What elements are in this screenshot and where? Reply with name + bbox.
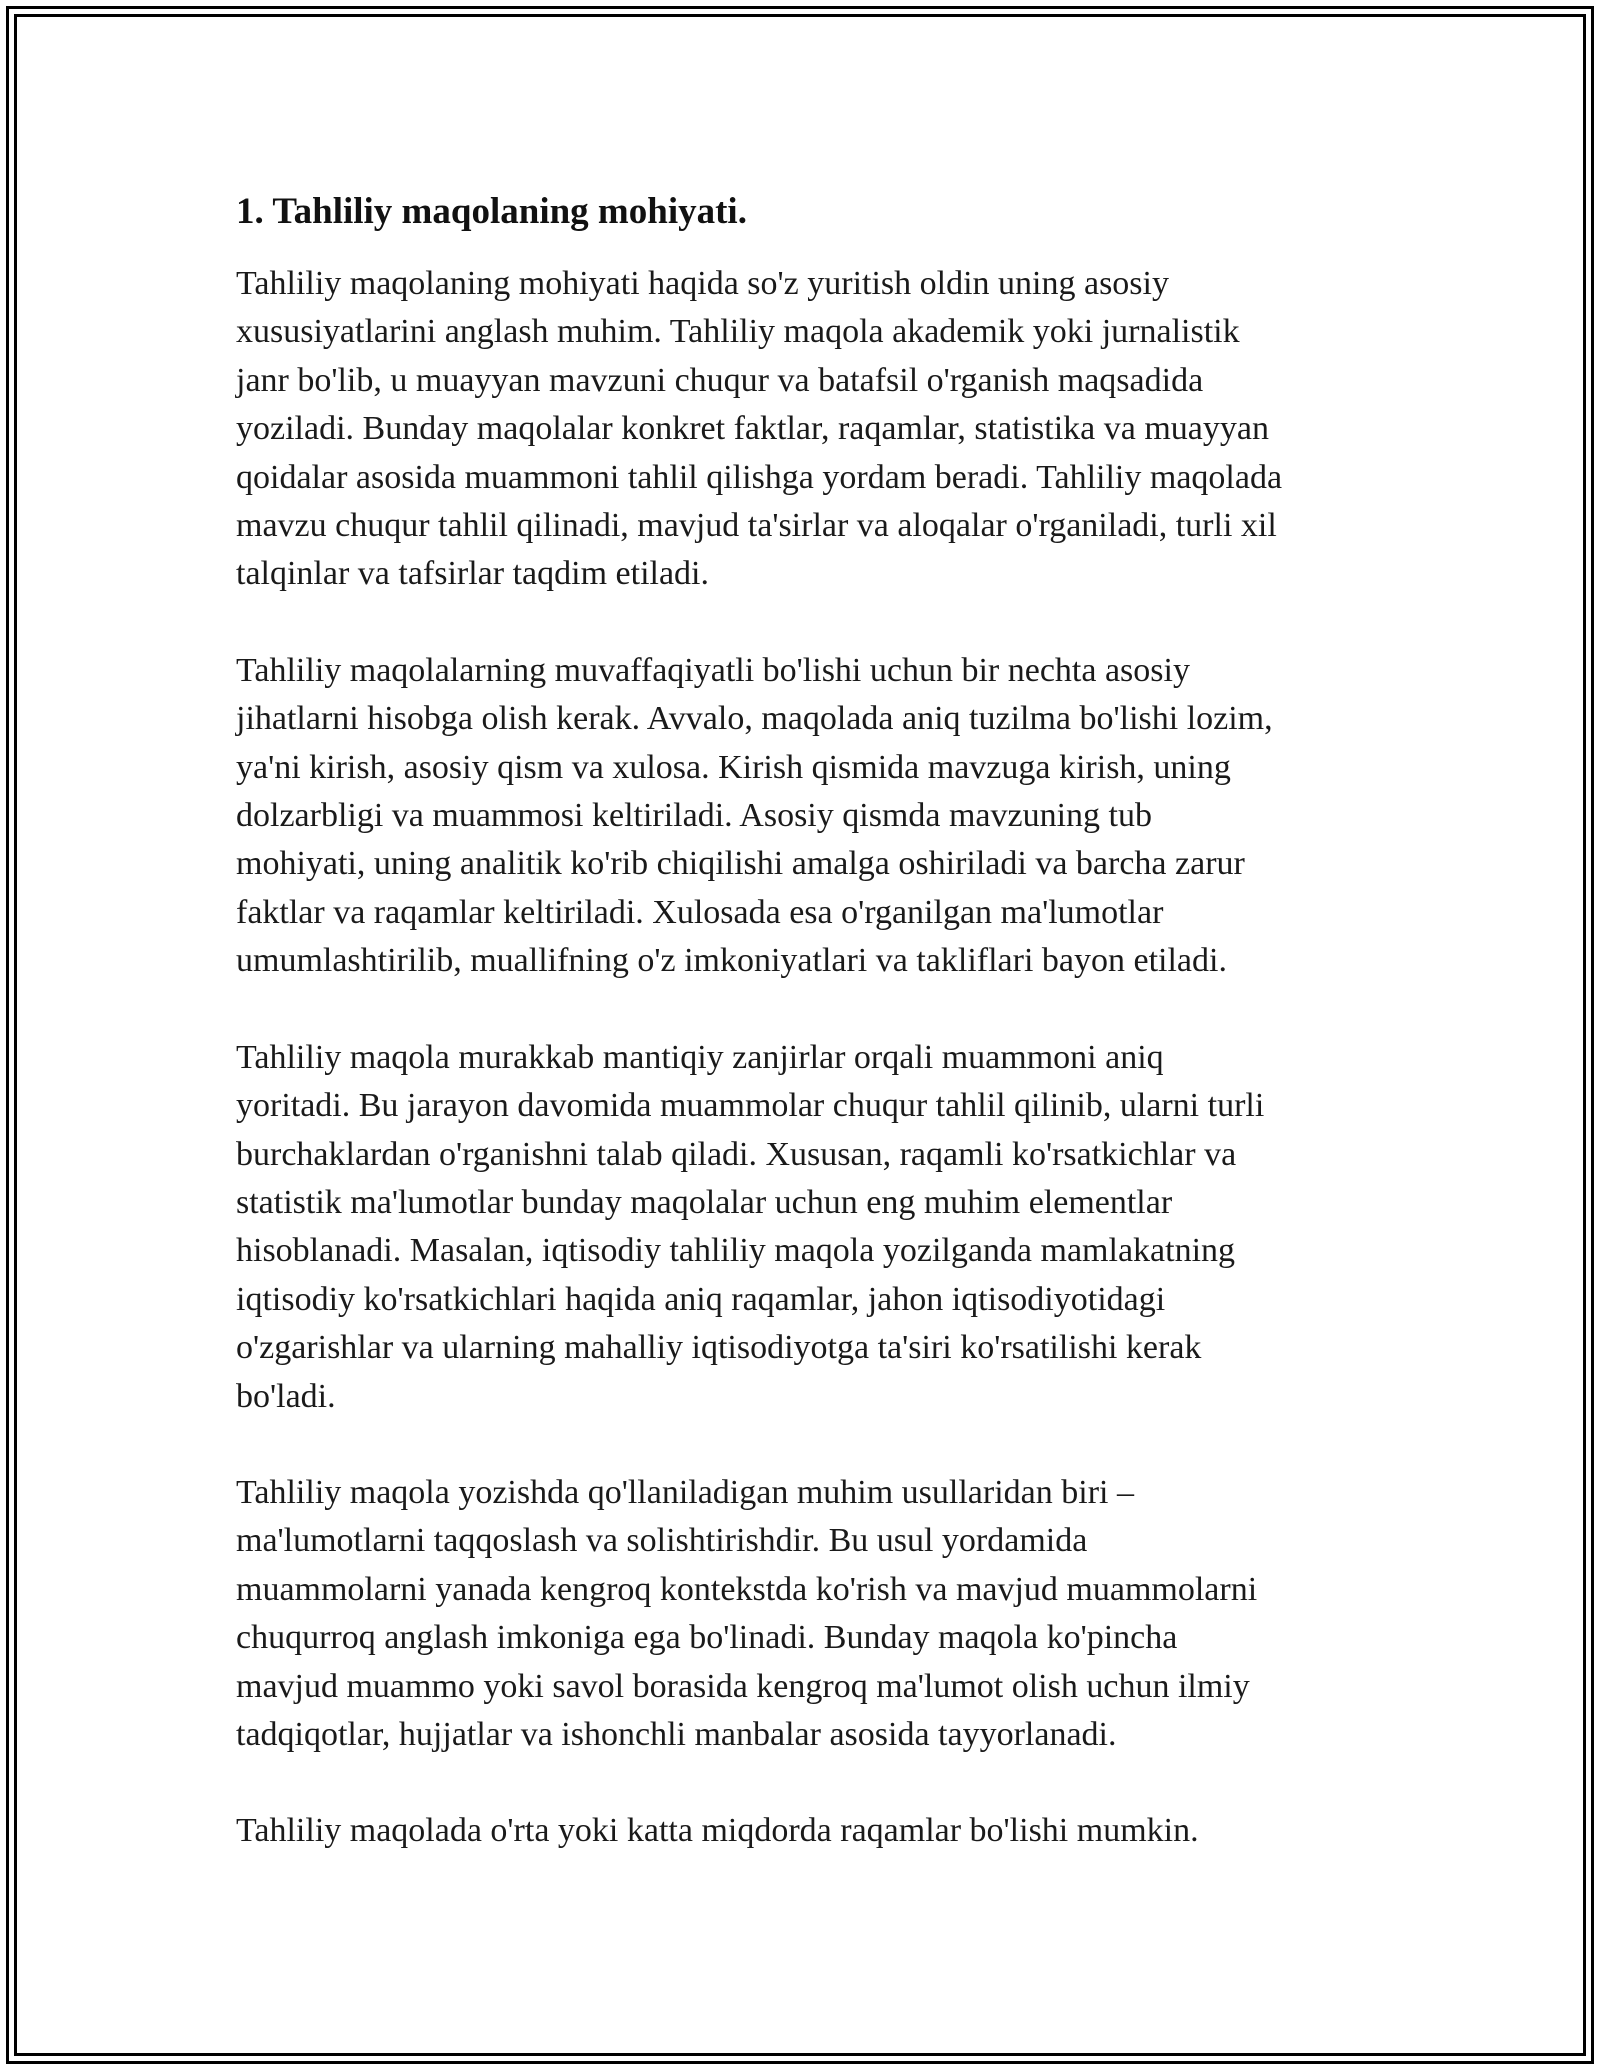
text-line: faktlar va raqamlar keltiriladi. Xulosada esa o'rganilgan ma'lumotlar: [236, 893, 1164, 931]
text-line: o'zgarishlar va ularning mahalliy iqtisodiyotga ta'siri ko'rsatilishi kerak: [236, 1329, 1202, 1367]
text-line: xususiyatlarini anglash muhim. Tahliliy maqola akademik yoki jurnalistik: [236, 313, 1240, 351]
text-line: mavzu chuqur tahlil qilinadi, mavjud ta'sirlar va aloqalar o'rganiladi, turli xil: [236, 507, 1277, 545]
text-line: chuqurroq anglash imkoniga ega bo'linadi. Bunday maqola ko'pincha: [236, 1619, 1178, 1657]
text-line: Tahliliy maqolada o'rta yoki katta miqdorda raqamlar bo'lishi mumkin.: [236, 1812, 1199, 1850]
text-line: mavjud muammo yoki savol borasida kengroq ma'lumot olish uchun ilmiy: [236, 1667, 1250, 1705]
text-line: dolzarbligi va muammosi keltiriladi. Asosiy qismda mavzuning tub: [236, 797, 1152, 835]
section-heading: 1. Tahliliy maqolaning mohiyati.: [236, 191, 747, 232]
text-line: burchaklardan o'rganishni talab qiladi. Xususan, raqamli ko'rsatkichlar va: [236, 1135, 1237, 1173]
text-line: Tahliliy maqola yozishda qo'llaniladigan muhim usullaridan biri –: [236, 1473, 1134, 1511]
text-line: Tahliliy maqolalarning muvaffaqiyatli bo'lishi uchun bir nechta asosiy: [236, 651, 1190, 689]
text-line: bo'ladi.: [236, 1377, 336, 1415]
paragraph-3: [236, 1034, 1386, 1421]
paragraph-1: [236, 260, 1386, 599]
text-line: yoziladi. Bunday maqolalar konkret faktlar, raqamlar, statistika va muayyan: [236, 410, 1269, 448]
text-line: talqinlar va tafsirlar taqdim etiladi.: [236, 555, 709, 593]
text-line: statistik ma'lumotlar bunday maqolalar uchun eng muhim elementlar: [236, 1183, 1173, 1221]
text-line: qoidalar asosida muammoni tahlil qilishga yordam beradi. Tahliliy maqolada: [236, 458, 1283, 496]
document-body: [236, 188, 1386, 1904]
text-line: Tahliliy maqola murakkab mantiqiy zanjirlar orqali muammoni aniq: [236, 1038, 1164, 1076]
text-line: tadqiqotlar, hujjatlar va ishonchli manbalar asosida tayyorlanadi.: [236, 1715, 1117, 1753]
text-line: hisoblanadi. Masalan, iqtisodiy tahliliy maqola yozilganda mamlakatning: [236, 1232, 1236, 1270]
text-line: ma'lumotlarni taqqoslash va solishtirishdir. Bu usul yordamida: [236, 1522, 1088, 1560]
text-line: muammolarni yanada kengroq kontekstda ko'rish va mavjud muammolarni: [236, 1570, 1258, 1608]
text-line: Tahliliy maqolaning mohiyati haqida so'z yuritish oldin uning asosiy: [236, 265, 1169, 302]
text-line: iqtisodiy ko'rsatkichlari haqida aniq raqamlar, jahon iqtisodiyotidagi: [236, 1280, 1166, 1318]
paragraph-2: [236, 647, 1386, 986]
text-line: ya'ni kirish, asosiy qism va xulosa. Kirish qismida mavzuga kirish, uning: [236, 748, 1231, 786]
text-line: mohiyati, uning analitik ko'rib chiqilishi amalga oshiriladi va barcha zarur: [236, 845, 1245, 883]
text-line: yoritadi. Bu jarayon davomida muammolar chuqur tahlil qilinib, ularni turli: [236, 1087, 1265, 1125]
text-line: jihatlarni hisobga olish kerak. Avvalo, maqolada aniq tuzilma bo'lishi lozim,: [236, 700, 1273, 738]
paragraph-4: [236, 1469, 1386, 1759]
text-line: umumlashtirilib, muallifning o'z imkoniyatlari va takliflari bayon etiladi.: [236, 942, 1227, 980]
text-line: janr bo'lib, u muayyan mavzuni chuqur va batafsil o'rganish maqsadida: [236, 361, 1204, 399]
paragraph-5: [236, 1807, 1386, 1855]
